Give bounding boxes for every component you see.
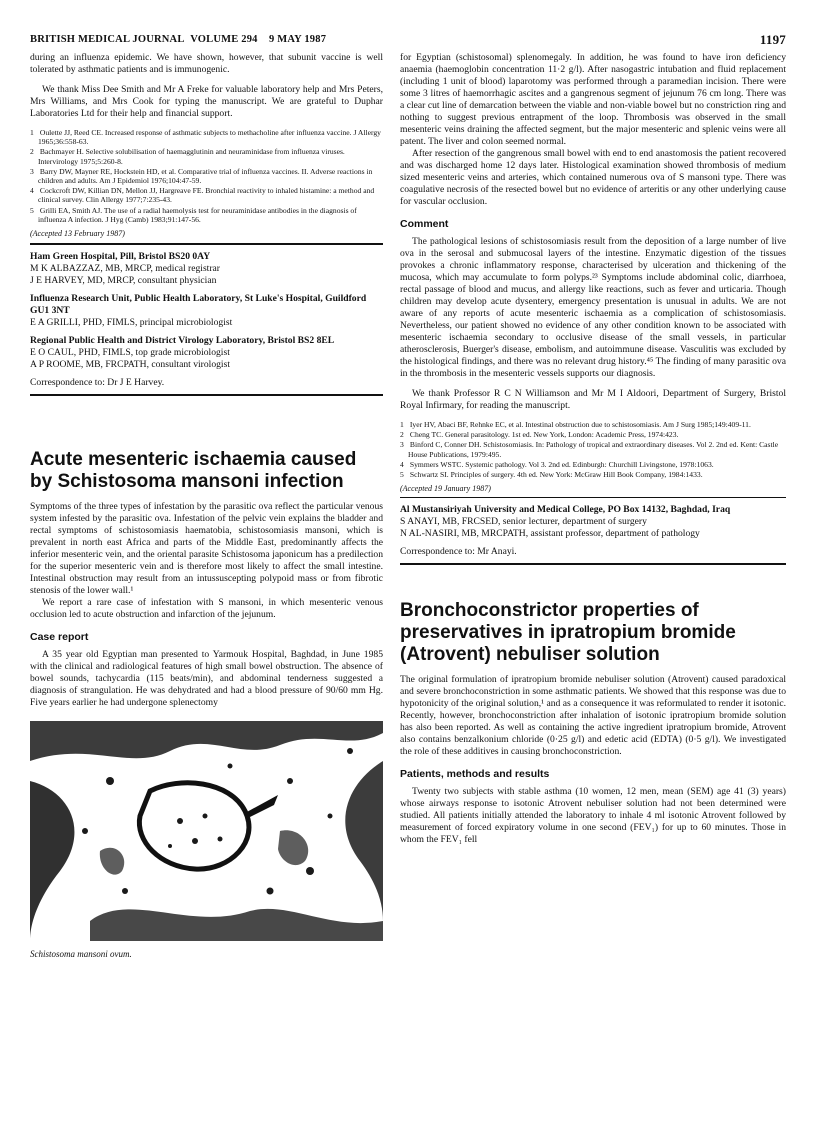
- left-column: [30, 52, 383, 959]
- methods-paragraph: Twenty two subjects with stable asthma (10 women, 12 men, mean (SEM) age 41 (3) years) whose airways response to isotonic Atrovent nebuliser solution had not been determined were studied. All patients initially attended the laboratory to inhale 4 ml isotonic Atrovent followed by measurement of forced expiratory volume in one second (FEV₁) for up to 60 minutes. Those in whom the FEV₁ fell: [400, 786, 786, 846]
- figure-caption: Schistosoma mansoni ovum.: [30, 949, 132, 960]
- reference-item: 4 Cockcroft DW, Killian DN, Mellon JJ, Hargreave FE. Bronchial reactivity to inhaled histamine: a method and clinical survey. Clin Allergy 1977;7:235-43.: [30, 186, 375, 205]
- reference-item: 2 Cheng TC. General parasitology. 1st ed. New York, London: Academic Press, 1974:423.: [400, 430, 679, 440]
- issue-date: 9 MAY 1987: [268, 34, 327, 45]
- reference-item: 1 Oulette JJ, Reed CE. Increased response of asthmatic subjects to methacholine after influenza vaccine. J Allergy 1965;36:558-63.: [30, 128, 381, 147]
- author-line: E O CAUL, PHD, FIMLS, top grade microbiologist: [30, 347, 230, 359]
- section-heading: Comment: [400, 218, 449, 230]
- divider: [400, 497, 786, 498]
- running-header: [30, 34, 326, 45]
- correspondence: Correspondence to: Mr Anayi.: [400, 546, 517, 558]
- author-line: A P ROOME, MB, FRCPATH, consultant virologist: [30, 359, 230, 371]
- intro-paragraph: We report a rare case of infestation with S mansoni, in which mesenteric venous occlusion led to acute obstruction and infarction of the jejunum.: [30, 597, 383, 621]
- affiliation-title: Regional Public Health and District Virology Laboratory, Bristol BS2 8EL: [30, 335, 335, 347]
- accepted-date: (Accepted 13 February 1987): [30, 229, 125, 239]
- reference-item: 4 Symmers WSTC. Systemic pathology. Vol 3. 2nd ed. Edinburgh: Churchill Livingstone, 1978:1063.: [400, 459, 714, 469]
- case-continued: for Egyptian (schistosomal) splenomegaly. In addition, he was found to have iron deficiency anaemia (haemoglobin concentration 11·2 g/l). After nasogastric intubation and fluid replacement (including 1 unit of blood) laparotomy was performed through a paramedian incision. There were some 3 litres of haemorrhagic ascites and a gangrenous segment of jejunum 76 cm long. There was a clear cut line of demarcation between the viable and non-viable bowel but no constriction ring and nothing to suggest previous entrapment of the loop. Thrombosis was observed in the small mesenteric veins draining the affected segment, but the major mesenteric and splenic veins were all patent. The liver and colon seemed normal.: [400, 52, 786, 147]
- author-line: S ANAYI, MB, FRCSED, senior lecturer, department of surgery: [400, 516, 647, 528]
- author-line: N AL-NASIRI, MB, MRCPATH, assistant professor, department of pathology: [400, 528, 700, 540]
- intro-paragraph: The original formulation of ipratropium bromide nebuliser solution (Atrovent) caused paradoxical and severe bronchoconstriction in some asthmatic patients. We showed that this response was due to hypotonicity of the original solution,¹ and as a consequence it was reformulated to render it isotonic. Recently, however, bronchoconstriction after inhalation of isotonic ipratropium bromide solution has also been reported. As well as containing the active ingredient ipratropium bromide, Atrovent also contains benzalkonium chloride (0·25 g/l) and edetic acid (EDTA) (0·5 g/l). We investigated the role of these additives in causing bronchoconstriction.: [400, 674, 786, 758]
- reference-list: [400, 420, 786, 479]
- accepted-date: (Accepted 19 January 1987): [400, 484, 491, 494]
- acknowledgements: We thank Professor R C N Williamson and Mr M I Aldoori, Department of Surgery, Bristol Royal Infirmary, for reading the manuscript.: [400, 388, 786, 411]
- author-line: E A GRILLI, PHD, FIMLS, principal microbiologist: [30, 317, 233, 329]
- reference-item: 3 Binford C, Conner DH. Schistosomiasis. In: Pathology of tropical and extraordinary diseases. Vol 2. 2nd ed. Kent: Castle House Publications, 1979:495.: [400, 440, 779, 459]
- reference-item: 5 Grilli EA, Smith AJ. The use of a radial haemolysis test for neuraminidase antibodies in the diagnosis of influenza A infection. J Hyg (Camb) 1983;91:147-56.: [30, 205, 357, 224]
- article-title: Acute mesenteric ischaemia caused by Schistosoma mansoni infection: [30, 449, 357, 493]
- author-line: J E HARVEY, MD, MRCP, consultant physician: [30, 275, 217, 287]
- journal-name: BRITISH MEDICAL JOURNAL: [30, 34, 185, 45]
- acknowledgements: We thank Miss Dee Smith and Mr A Freke for valuable laboratory help and Mrs Peters, Mrs Williams, and Mrs Cook for typing the manuscript. We are grateful to Duphar Laboratories Ltd for their help and financial support.: [30, 84, 383, 119]
- right-column: [400, 52, 786, 846]
- correspondence: Correspondence to: Dr J E Harvey.: [30, 377, 165, 389]
- reference-item: 2 Bachmayer H. Selective solubilisation of haemagglutinin and neuraminidase from influenza viruses. Intervirology 1975;5:260-8.: [30, 147, 345, 166]
- micrograph-image: [30, 721, 383, 941]
- divider: [400, 563, 786, 565]
- continued-paragraph: during an influenza epidemic. We have shown, however, that subunit vaccine is well tolerated by asthmatic patients and is immunogenic.: [30, 52, 383, 75]
- section-heading: Case report: [30, 631, 89, 644]
- author-line: M K ALBAZZAZ, MB, MRCP, medical registrar: [30, 263, 220, 275]
- comment-paragraph: The pathological lesions of schistosomiasis result from the deposition of a large number of live ova in the serosal and submucosal layers of the intestine. Enzymatic digestion of the tissues provokes a chronic inflammatory response, characterised by ulceration and thickening of the mucosa, which may accumulate to form polyps.²³ Symptoms include abdominal colic, diarrhoea, rectal passage of blood and mucus, and allergy like reactions, such as fever and urticaria. Though children may develop acute dysentery, emergency presentation is unusual in adults. We are not aware of any reports of acute mesenteric ischaemia as a complication of schistosomiasis. Nevertheless, our patient showed no evidence of any other condition known to be associated with mesenteric ischaemia secondary to occlusive disease of the small vessels, in particular atherosclerosis, Buerger's disease, embolism, and autoimmune disease. Vasculitis was excluded by the histological findings, and there was no relevant drug history.⁴⁵ The finding of many parasitic ova in the thrombosis in the mesenteric vessels supports our diagnosis.: [400, 236, 786, 379]
- reference-list: [30, 128, 383, 224]
- divider: [30, 394, 383, 396]
- divider: [30, 243, 383, 245]
- article-title: Bronchoconstrictor properties of preservatives in ipratropium bromide (Atrovent) nebuliser solution: [400, 600, 736, 666]
- page-number: 1197: [759, 32, 786, 47]
- reference-item: 1 Iyer HV, Abaci BF, Rehnke EC, et al. Intestinal obstruction due to schistosomiasis. Am J Surg 1985;149:409-11.: [400, 420, 751, 429]
- reference-item: 3 Barry DW, Mayner RE, Hockstein HD, et al. Comparative trial of influenza vaccines. II. Adverse reactions in children and adults. Am J Epidemiol 1976;104:47-59.: [30, 166, 373, 186]
- intro-paragraph: Symptoms of the three types of infestation by the parasitic ova reflect the particular venous system infested by the parasitic ova. Infestation of the pelvic vein explains the bladder and rectal symptoms of schistosomiasis haematobia, schistosomiasis mansoni, which is prevalent in north east Africa and parts of the Middle East, predominantly affects the inferior mesenteric vein, and the oriental parasite Schistosoma japonicum has a predilection for the superior mesenteric vein and is therefore most likely to affect the small intestine. Intestinal obstruction may result from an intussuscepting polypoid mass or from fibrotic stenosis of the lower wall.¹: [30, 501, 383, 597]
- affiliation-title: Influenza Research Unit, Public Health Laboratory, St Luke's Hospital, Guildford GU1 3NT: [30, 293, 367, 317]
- affiliation-title: Al Mustansiriyah University and Medical College, PO Box 14132, Baghdad, Iraq: [400, 504, 731, 516]
- case-paragraph: A 35 year old Egyptian man presented to Yarmouk Hospital, Baghdad, in June 1985 with the clinical and radiological features of high small bowel obstruction. The absence of bowel sounds, tachycardia (115 beats/min), and abdominal tenderness suggested a diagnosis of strangulation. He was dehydrated and had a blood pressure of 90/60 mm Hg. Five years earlier he had undergone splenectomy: [30, 649, 383, 709]
- section-heading: Patients, methods and results: [400, 768, 550, 781]
- volume: VOLUME 294: [190, 34, 258, 45]
- affiliation-title: Ham Green Hospital, Pill, Bristol BS20 0AY: [30, 251, 211, 263]
- case-continued: After resection of the gangrenous small bowel with end to end anastomosis the patient recovered and was discharged home 12 days later. Histological examination showed thrombosis of medium sized mesenteric veins and arteries, which contained numerous ova of S mansoni type. There was coagulative necrosis of the resected bowel but no evidence of arteritis or any other underlying cause for vascular occlusion.: [400, 148, 786, 207]
- reference-item: 5 Schwartz SI. Principles of surgery. 4th ed. New York: McGraw Hill Book Company, 1984:1433.: [400, 470, 703, 480]
